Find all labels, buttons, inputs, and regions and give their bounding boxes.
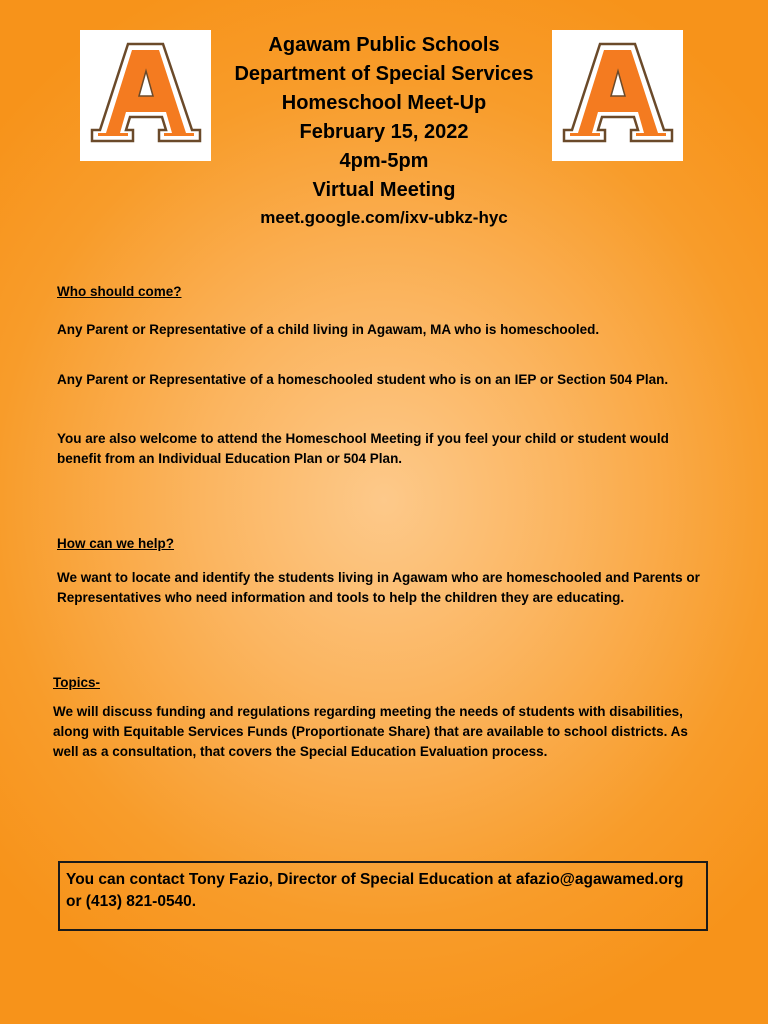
agawam-logo-left — [80, 30, 211, 161]
topics-paragraph: We will discuss funding and regulations regarding meeting the needs of students with disabilities, along with Equitable Services Funds (Proportionate Share) that are available to school districts. As well as a consultation, that covers the Special Education Evaluation process. — [53, 704, 688, 759]
event-title: Homeschool Meet-Up — [281, 92, 487, 114]
org-name: Agawam Public Schools — [268, 34, 500, 56]
event-date: February 15, 2022 — [299, 121, 469, 143]
logo-left-letter: A — [145, 149, 147, 151]
who-paragraph-2: Any Parent or Representative of a homeschooled student who is on an IEP or Section 504 Plan. — [57, 372, 669, 387]
contact-box — [58, 861, 708, 931]
event-format: Virtual Meeting — [312, 179, 456, 201]
meeting-link[interactable]: meet.google.com/ixv-ubkz-hyc — [260, 208, 508, 227]
who-paragraph-3: You are also welcome to attend the Homeschool Meeting if you feel your child or student would benefit from an Individual Education Plan or 504 Plan. — [57, 431, 669, 466]
topics-heading: Topics- — [53, 675, 100, 690]
contact-text: You can contact Tony Fazio, Director of Special Education at afazio@agawamed.org or (413) 821-0540. — [66, 871, 684, 910]
letter-a-logo-icon — [552, 30, 683, 161]
agawam-logo-right — [552, 30, 683, 161]
event-time: 4pm-5pm — [339, 150, 429, 172]
letter-a-logo-icon — [80, 30, 211, 161]
logo-right-letter: A — [617, 149, 619, 151]
who-paragraph-1: Any Parent or Representative of a child living in Agawam, MA who is homeschooled. — [57, 322, 600, 337]
help-heading: How can we help? — [57, 536, 175, 551]
flyer-header — [214, 31, 554, 230]
department-name: Department of Special Services — [234, 63, 534, 85]
help-paragraph: We want to locate and identify the students living in Agawam who are homeschooled and Parents or Representatives who need information and tools to help the children they are educating. — [57, 570, 700, 605]
who-heading: Who should come? — [57, 284, 182, 299]
